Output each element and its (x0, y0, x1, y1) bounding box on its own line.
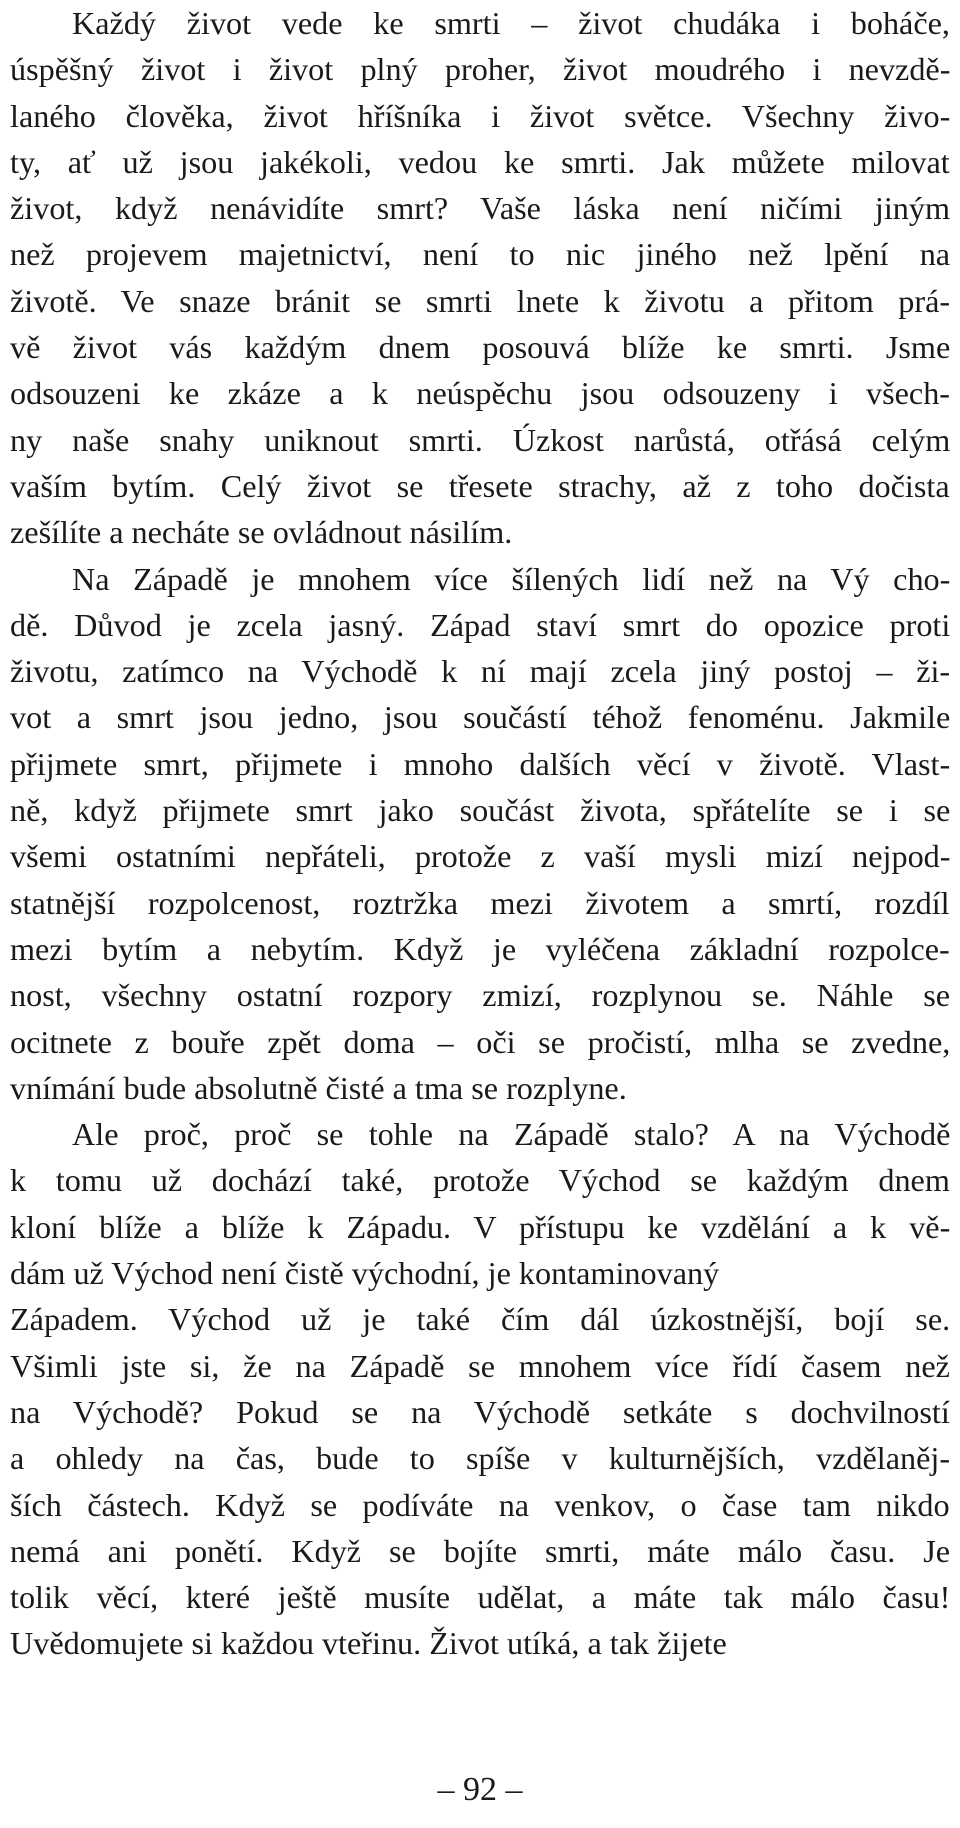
text-line: úspěšný život i život plný proher, život moudrého i nevzdě- (10, 51, 951, 88)
text-line: nost, všechny ostatní rozpory zmizí, rozplynou se. Náhle se (10, 977, 951, 1014)
text-line: ocitnete z bouře zpět doma – oči se pročistí, mlha se zvedne, (10, 1023, 951, 1060)
text-line: dám už Východ není čistě východní, je kontaminovaný (10, 1255, 720, 1292)
paragraph-1 (10, 0, 950, 556)
text-line: nemá ani ponětí. Když se bojíte smrti, máte málo času. Je (10, 1532, 951, 1569)
text-line: Všimli jste si, že na Západě se mnohem více řídí časem než (10, 1347, 950, 1384)
text-line: ších částech. Když se podíváte na venkov, o čase tam nikdo (10, 1486, 950, 1523)
text-line: Na Západě je mnohem více šílených lidí než na Vý cho- (72, 560, 951, 597)
text-line: odsouzeni ke zkáze a k neúspěchu jsou odsouzeny i všech- (10, 375, 951, 412)
text-line: Uvědomujete si každou vteřinu. Život utíká, a tak žijete (10, 1625, 727, 1662)
text-line: všemi ostatními nepřáteli, protože z vaší mysli mizí nejpod- (10, 838, 951, 875)
text-line: ně, když přijmete smrt jako součást života, spřátelíte se i se (10, 792, 951, 829)
text-line: život, když nenávidíte smrt? Vaše láska není ničími jiným (10, 190, 951, 227)
text-line: zešílíte a necháte se ovládnout násilím. (10, 514, 513, 551)
text-line: kloní blíže a blíže k Západu. V přístupu ke vzdělání a k vě- (10, 1208, 951, 1245)
text-line: životu, zatímco na Východě k ní mají zcela jiný postoj – ži- (10, 653, 951, 690)
paragraph-2 (10, 556, 950, 1112)
text-line: Západem. Východ už je také čím dál úzkostnější, bojí se. (10, 1301, 951, 1338)
text-line: tolik věcí, které ještě musíte udělat, a máte tak málo času! (10, 1579, 951, 1616)
text-line: než projevem majetnictví, není to nic jiného než lpění na (10, 236, 951, 273)
text-line: životě. Ve snaze bránit se smrti lnete k životu a přitom prá- (10, 282, 951, 319)
text-line: Každý život vede ke smrti – život chudáka i boháče, (72, 5, 950, 41)
text-line: laného člověka, život hříšníka i život světce. Všechny živo- (10, 97, 951, 134)
text-line: dě. Důvod je zcela jasný. Západ staví smrt do opozice proti (10, 606, 951, 643)
paragraph-3 (10, 1111, 950, 1667)
text-line: vot a smrt jsou jedno, jsou součástí téhož fenoménu. Jakmile (10, 699, 951, 736)
text-line: vnímání bude absolutně čisté a tma se rozplyne. (10, 1069, 627, 1106)
text-line: přijmete smrt, přijmete i mnoho dalších věcí v životě. Vlast- (10, 745, 951, 782)
text-line: ny naše snahy uniknout smrti. Úzkost narůstá, otřásá celým (10, 421, 951, 458)
text-line: na Východě? Pokud se na Východě setkáte s dochvilností (10, 1393, 950, 1430)
text-line: a ohledy na čas, bude to spíše v kulturnějších, vzdělaněj- (10, 1440, 951, 1477)
text-line: k tomu už dochází také, protože Východ se každým dnem (10, 1162, 950, 1199)
text-line: vaším bytím. Celý život se třesete strachy, až z toho dočista (10, 467, 950, 504)
text-line: mezi bytím a nebytím. Když je vyléčena základní rozpolce- (10, 930, 950, 967)
body-text (10, 0, 950, 1667)
text-line: Ale proč, proč se tohle na Západě stalo? A na Východě (72, 1116, 951, 1153)
text-line: statnější rozpolcenost, roztržka mezi životem a smrtí, rozdíl (10, 884, 950, 921)
text-line: vě život vás každým dnem posouvá blíže ke smrti. Jsme (10, 329, 951, 366)
page-number: – 92 – (437, 1771, 523, 1808)
text-line: ty, ať už jsou jakékoli, vedou ke smrti. Jak můžete milovat (10, 143, 950, 180)
